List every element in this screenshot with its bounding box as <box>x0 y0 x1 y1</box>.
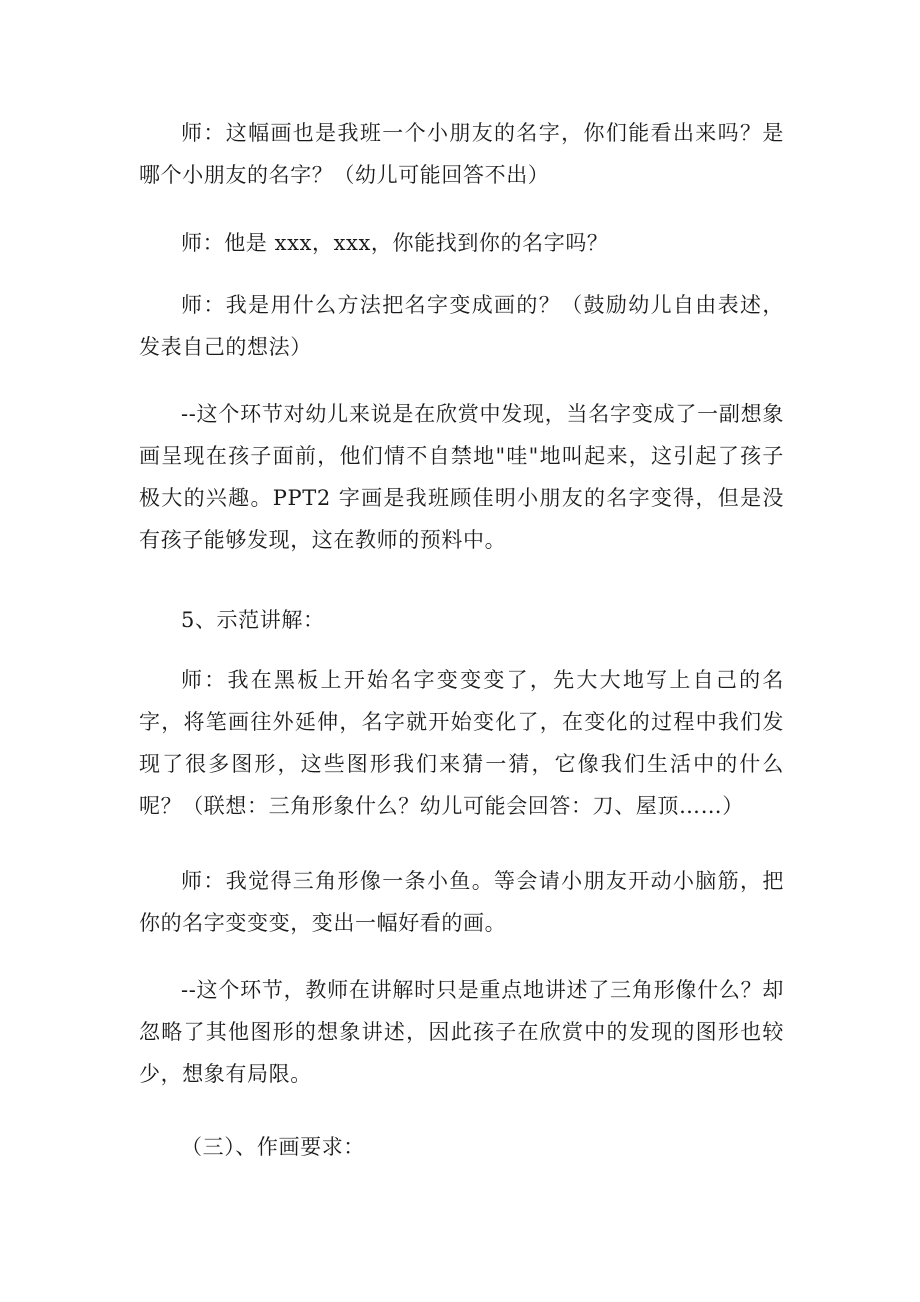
paragraph-teacher-find-name: 师：他是 xxx，xxx，你能找到你的名字吗？ <box>181 231 609 255</box>
paragraph-teacher-triangle: 师：我觉得三角形像一条小鱼。等会请小朋友开动小脑筋，把你的名字变变变，变出一幅好看的画。 <box>139 869 784 935</box>
paragraph-step-demo: 5、示范讲解： <box>181 608 325 632</box>
paragraph-reflection-explanation: --这个环节，教师在讲解时只是重点地讲述了三角形像什么？却忽略了其他图形的想象讲述，因此孩子在欣赏中的发现的图形也较少，想象有局限。 <box>139 978 784 1086</box>
section-heading-drawing-requirements: （三）、作画要求： <box>181 1135 365 1159</box>
paragraph-reflection-appreciation: --这个环节对幼儿来说是在欣赏中发现，当名字变成了一副想象画呈现在孩子面前，他们情不自禁地"哇"地叫起来，这引起了孩子极大的兴趣。PPT2 字画是我班顾佳明小朋友的名字变得，但是没有孩子能够发现，这在教师的预料中。 <box>139 402 784 552</box>
paragraph-teacher-method: 师：我是用什么方法把名字变成画的？（鼓励幼儿自由表述，发表自己的想法） <box>139 293 784 359</box>
paragraph-teacher-demo: 师：我在黑板上开始名字变变变了，先大大地写上自己的名字，将笔画往外延伸，名字就开始变化了，在变化的过程中我们发现了很多图形，这些图形我们来猜一猜，它像我们生活中的什么呢？（联想：三角形象什么？幼儿可能会回答：刀、屋顶……） <box>139 668 784 818</box>
paragraph-teacher-question-name: 师：这幅画也是我班一个小朋友的名字，你们能看出来吗？是哪个小朋友的名字？（幼儿可能回答不出） <box>139 121 784 187</box>
